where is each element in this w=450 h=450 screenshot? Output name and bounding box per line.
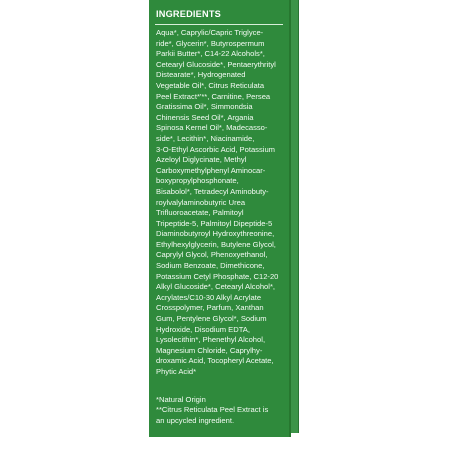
ingredient-list bbox=[156, 28, 278, 378]
footnote-line: an upcycled ingredient. bbox=[156, 415, 235, 425]
ingredient-line: Phytic Acid* bbox=[156, 367, 197, 376]
ingredient-line: roylvalylaminobutyric Urea bbox=[156, 197, 246, 207]
ingredient-line: Hydroxide, Disodium EDTA, bbox=[156, 324, 250, 334]
ingredient-line: Trifluoroacetate, Palmitoyl bbox=[156, 208, 244, 218]
ingredient-line: side*, Lecithin*, Niacinamide, bbox=[156, 133, 255, 143]
ingredient-line: Azeloyl Diglycinate, Methyl bbox=[156, 155, 247, 165]
ingredient-line: Cetearyl Glucoside*, Pentaerythrityl bbox=[156, 59, 276, 69]
ingredient-line: Spinosa Kernel Oil*, Madecasso- bbox=[156, 123, 268, 133]
ingredients-panel bbox=[149, 0, 291, 437]
ingredient-line: droxamic Acid, Tocopheryl Acetate, bbox=[156, 356, 274, 366]
ingredient-line: Lysolecithin*, Phenethyl Alcohol, bbox=[156, 335, 266, 345]
footnote-list bbox=[156, 395, 268, 426]
ingredients-heading: INGREDIENTS bbox=[156, 9, 221, 19]
ingredient-line: Carboxymethylphenyl Aminocar- bbox=[156, 165, 266, 175]
ingredient-line: Gum, Pentylene Glycol*, Sodium bbox=[156, 314, 267, 324]
ingredient-line: Tripeptide-5, Palmitoyl Dipeptide-5 bbox=[156, 218, 273, 228]
ingredient-line: Ethylhexylglycerin, Butylene Glycol, bbox=[156, 239, 276, 249]
ingredient-line: Potassium Cetyl Phosphate, C12-20 bbox=[156, 271, 279, 281]
ingredient-line: Bisabolol*, Tetradecyl Aminobuty- bbox=[156, 186, 269, 196]
ingredient-line: Parkii Butter*, C14-22 Alcohols*, bbox=[156, 49, 265, 59]
ingredient-line: boxypropylphosphonate, bbox=[156, 176, 239, 186]
footnote-line: *Natural Origin bbox=[156, 395, 206, 404]
ingredient-line: Magnesium Chloride, Caprylhy- bbox=[156, 345, 263, 355]
ingredient-line: Peel Extract*'**, Carnitine, Persea bbox=[156, 91, 271, 101]
ingredient-line: Caprylyl Glycol, Phenoxyethanol, bbox=[156, 250, 268, 260]
ingredient-line: Sodium Benzoate, Dimethicone, bbox=[156, 261, 265, 271]
ingredient-line: Aqua*, Caprylic/Capric Triglyce- bbox=[156, 28, 264, 37]
ingredient-line: Alkyl Glucoside*, Cetearyl Alcohol*, bbox=[156, 282, 276, 292]
package-side-edge bbox=[291, 0, 299, 433]
ingredient-line: ride*, Glycerin*, Butyrospermum bbox=[156, 38, 265, 48]
ingredient-line: Acrylates/C10-30 Alkyl Acrylate bbox=[156, 292, 262, 302]
heading-divider bbox=[155, 24, 283, 25]
ingredient-line: Vegetable Oil*, Citrus Reticulata bbox=[156, 80, 265, 90]
footnote-line: **Citrus Reticulata Peel Extract is bbox=[156, 405, 269, 415]
ingredient-line: 3-O-Ethyl Ascorbic Acid, Potassium bbox=[156, 144, 276, 154]
ingredient-line: Distearate*, Hydrogenated bbox=[156, 70, 246, 80]
ingredient-line: Gratissima Oil*, Simmondsia bbox=[156, 102, 253, 112]
ingredient-line: Diaminobutyroyl Hydroxythreonine, bbox=[156, 229, 275, 239]
ingredient-line: Crosspolymer, Parfum, Xanthan bbox=[156, 303, 264, 313]
ingredient-line: Chinensis Seed Oil*, Argania bbox=[156, 112, 254, 122]
